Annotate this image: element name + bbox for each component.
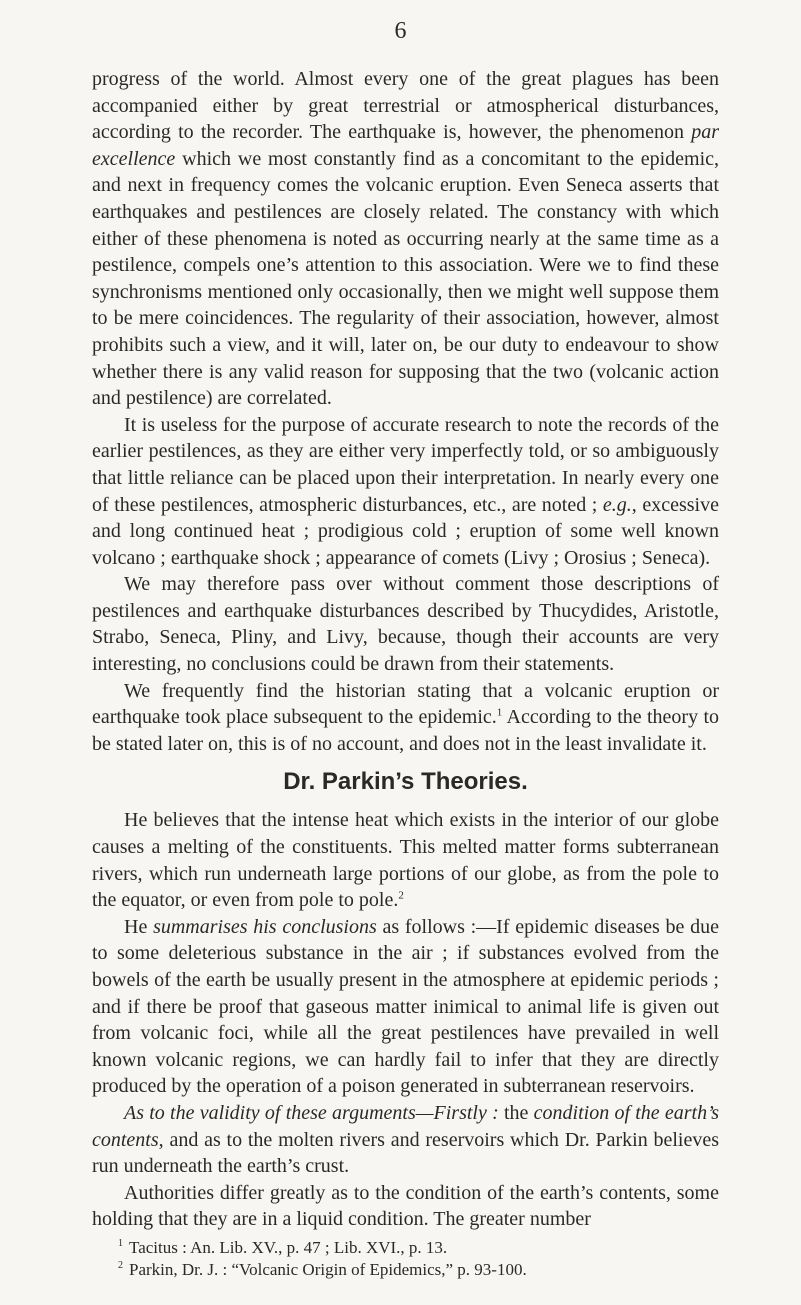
paragraph-8: Authorities differ greatly as to the condition of the earth’s contents, some holding that they are in a liquid condition. The greater number bbox=[92, 1181, 719, 1231]
page-number: 6 bbox=[394, 18, 407, 44]
footnotes bbox=[92, 1237, 719, 1281]
paragraph-2: It is useless for the purpose of accurate research to note the records of the earlier pestilences, as they are either very imperfectly told, or so ambiguously that little reliance can be placed upon their interpretation. In nearly every one of these pestilences, atmospheric disturbances, etc., are noted ; e.g., excessive and long continued heat ; prodigious cold ; eruption of some well known volcano ; earthquake shock ; appearance of comets (Livy ; Orosius ; Seneca). bbox=[92, 413, 719, 569]
footnote-1: $^1$ Tacitus : An. Lib. XV., p. 47 ; Lib. XVI., p. 13. bbox=[118, 1237, 448, 1257]
paragraph-1: progress of the world. Almost every one of the great plagues has been accompanied either by great terrestrial or atmospherical disturbances, according to the recorder. The earthquake is, however, the phenomenon par excellence which we most constantly find as a concomitant to the epidemic, and next in frequency comes the volcanic eruption. Even Seneca asserts that earthquakes and pestilences are closely related. The constancy with which either of these phenomena is noted as occurring nearly at the same time as a pestilence, compels one’s attention to this association. Were we to find these synchronisms mentioned only occasionally, then we might well suppose them to be mere coincidences. The regularity of their association, however, almost prohibits such a view, and it will, later on, be our duty to endeavour to show whether there is any valid reason for supposing that the two (volcanic action and pestilence) are correlated. bbox=[92, 68, 719, 410]
footnote-2: $^2$ Parkin, Dr. J. : “Volcanic Origin of Epidemics,” p. 93-100. bbox=[118, 1259, 527, 1279]
footnote-ref-1: 1 bbox=[496, 706, 503, 719]
body-text bbox=[92, 66, 719, 1281]
footnote-ref-2: 2 bbox=[398, 889, 404, 902]
paragraph-5: He believes that the intense heat which exists in the interior of our globe causes a melting of the constituents. This melted matter forms subterranean rivers, which run underneath large portions of our globe, as from the pole to the equator, or even from pole to pole.$^2$ bbox=[92, 809, 719, 912]
paragraph-6: He summarises his conclusions as follows :—If epidemic diseases be due to some deleterious substance in the air ; if substances evolved from the bowels of the earth be usually present in the atmosphere at epidemic periods ; and if there be proof that gaseous matter inimical to animal life is given out from volcanic foci, while all the great pestilences have prevailed in well known volcanic regions, we can hardly fail to infer that they are directly produced by the operation of a poison generated in subterranean reservoirs. bbox=[92, 915, 719, 1098]
paragraph-7: As to the validity of these arguments—Firstly : the condition of the earth’s contents, and as to the molten rivers and reservoirs which Dr. Parkin believes run underneath the earth’s crust. bbox=[92, 1101, 719, 1178]
section-heading: Dr. Parkin’s Theories. bbox=[283, 768, 528, 796]
paragraph-4: We frequently find the historian stating that a volcanic eruption or earthquake took place subsequent to the epidemic.$^1$ According to the theory to be stated later on, this is of no account, and does not in the least invalidate it. bbox=[92, 679, 720, 755]
paragraph-3: We may therefore pass over without comment those descriptions of pestilences and earthquake disturbances described by Thucydides, Aristotle, Strabo, Seneca, Pliny, and Livy, because, though their accounts are very interesting, no conclusions could be drawn from their statements. bbox=[92, 573, 719, 676]
